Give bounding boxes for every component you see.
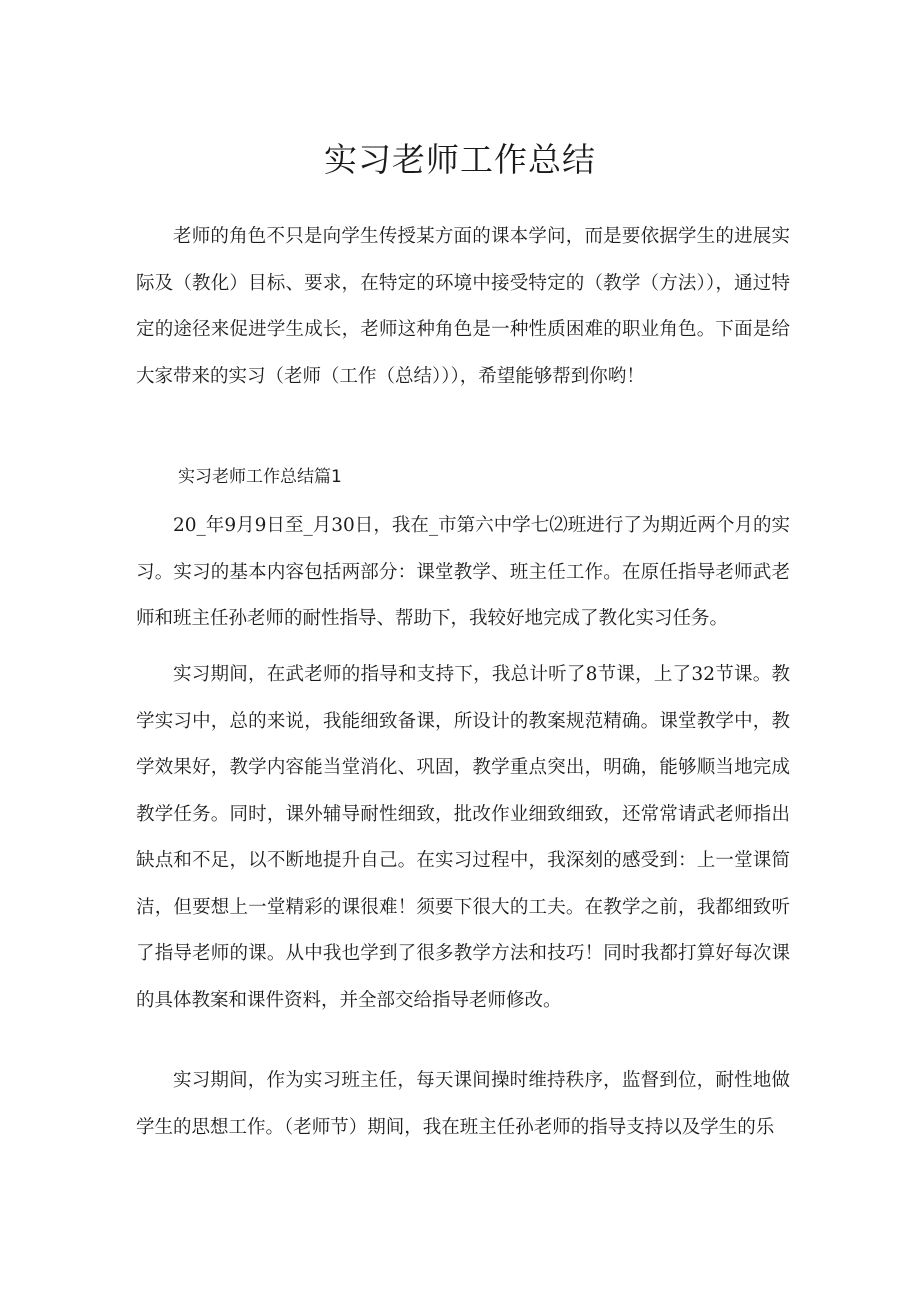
body-paragraph-1: 20_年9月9日至_月30日，我在_市第六中学七⑵班进行了为期近两个月的实习。实习的基本内容包括两部分：课堂教学、班主任工作。在原任指导老师武老师和班主任孙老师的耐性指导、帮助下，我较好地完成了教化实习任务。 — [136, 515, 790, 629]
intro-paragraph: 老师的角色不只是向学生传授某方面的课本学问，而是要依据学生的进展实际及（教化）目标、要求，在特定的环境中接受特定的（教学（方法）），通过特定的途径来促进学生成长，老师这种角色是一种性质困难的职业角色。下面是给大家带来的实习（老师（工作（总结））），希望能够帮到你哟！ — [136, 226, 790, 387]
body-paragraph-3: 实习期间，作为实习班主任，每天课间操时维持秩序，监督到位，耐性地做学生的思想工作。（老师节）期间，我在班主任孙老师的指导支持以及学生的乐 — [136, 1070, 790, 1138]
document-title: 实习老师工作总结 — [324, 140, 596, 179]
body-paragraph-2: 实习期间，在武老师的指导和支持下，我总计听了8节课，上了32节课。教学实习中，总的来说，我能细致备课，所设计的教案规范精确。课堂教学中，教学效果好，教学内容能当堂消化、巩固，教学重点突出，明确，能够顺当地完成教学任务。同时，课外辅导耐性细致，批改作业细致细致，还常常请武老师指出缺点和不足，以不断地提升自己。在实习过程中，我深刻的感受到：上一堂课简洁，但要想上一堂精彩的课很难！须要下很大的工夫。在教学之前，我都细致听了指导老师的课。从中我也学到了很多教学方法和技巧！同时我都打算好每次课的具体教案和课件资料，并全部交给指导老师修改。 — [136, 664, 790, 1011]
section-heading: 实习老师工作总结篇1 — [178, 467, 342, 487]
